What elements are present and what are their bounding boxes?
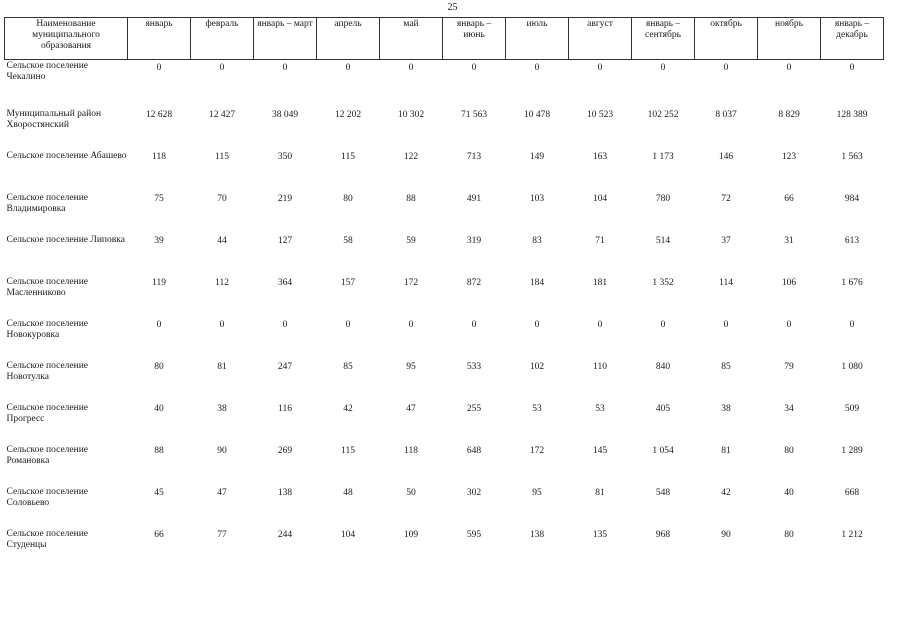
value-cell: 181: [592, 277, 608, 288]
table-row: [5, 149, 884, 191]
header-municipality: Наименование муниципального образования: [5, 18, 128, 60]
value-cell: 0: [534, 63, 540, 73]
value-cell: 533: [466, 361, 482, 372]
value-cell: 968: [655, 529, 671, 540]
value-cell: 37: [721, 235, 731, 246]
value-cell: 302: [466, 487, 482, 498]
value-cell: 106: [781, 277, 797, 288]
value-cell: 112: [215, 277, 229, 288]
value-cell: 514: [655, 235, 671, 246]
header-aug: август: [569, 18, 632, 60]
value-cell: 0: [408, 319, 414, 330]
table-row: [5, 60, 884, 107]
value-cell: 39: [154, 235, 164, 246]
value-cell: 104: [340, 529, 356, 540]
value-cell: 1 080: [841, 361, 863, 372]
value-cell: 12 427: [208, 109, 236, 120]
value-cell: 0: [471, 319, 477, 330]
value-cell: 0: [723, 63, 729, 73]
value-cell: 0: [786, 63, 792, 73]
value-cell: 0: [282, 319, 288, 330]
municipality-name-cell: Сельское поселение Чекалино: [6, 61, 89, 82]
municipality-name-cell: Сельское поселение Новотулка: [6, 360, 89, 382]
table-header-row: [5, 18, 884, 60]
value-cell: 102 252: [647, 109, 679, 120]
value-cell: 1 212: [841, 529, 863, 540]
value-cell: 491: [466, 193, 482, 204]
header-h1: январь – июнь: [443, 18, 506, 60]
value-cell: 90: [721, 529, 731, 540]
value-cell: 53: [595, 403, 605, 414]
header-feb: февраль: [191, 18, 254, 60]
header-9m: январь – сентябрь: [632, 18, 695, 60]
value-cell: 88: [154, 445, 164, 456]
header-oct: октябрь: [695, 18, 758, 60]
header-q1: январь – март: [254, 18, 317, 60]
value-cell: 95: [532, 487, 542, 498]
value-cell: 1 352: [652, 277, 674, 288]
value-cell: 0: [660, 319, 666, 330]
municipality-name-cell: Сельское поселение Романовка: [6, 444, 89, 466]
municipality-name-cell: Сельское поселение Студенцы: [6, 528, 89, 550]
table-row: [5, 233, 884, 275]
header-jan: январь: [128, 18, 191, 60]
value-cell: 80: [343, 193, 353, 204]
value-cell: 149: [529, 151, 545, 162]
table-body: [5, 60, 884, 569]
municipality-name-cell: Сельское поселение Прогресс: [6, 402, 89, 424]
value-cell: 1 563: [841, 151, 863, 162]
value-cell: 47: [217, 487, 227, 498]
value-cell: 71: [595, 235, 605, 246]
value-cell: 8 829: [778, 109, 800, 120]
value-cell: 122: [403, 151, 419, 162]
table-row: [5, 485, 884, 527]
value-cell: 247: [277, 361, 293, 372]
value-cell: 146: [718, 151, 734, 162]
table-row: [5, 275, 884, 317]
value-cell: 184: [529, 277, 545, 288]
value-cell: 118: [404, 445, 418, 456]
value-cell: 135: [592, 529, 608, 540]
value-cell: 157: [340, 277, 356, 288]
value-cell: 648: [466, 445, 482, 456]
value-cell: 115: [341, 151, 355, 162]
value-cell: 81: [217, 361, 227, 372]
value-cell: 0: [660, 63, 666, 73]
value-cell: 0: [849, 63, 855, 73]
value-cell: 59: [406, 235, 416, 246]
value-cell: 244: [277, 529, 293, 540]
value-cell: 40: [154, 403, 164, 414]
page-number: 25: [447, 2, 458, 13]
value-cell: 10 478: [523, 109, 551, 120]
value-cell: 0: [156, 319, 162, 330]
value-cell: 10 523: [586, 109, 614, 120]
value-cell: 840: [655, 361, 671, 372]
value-cell: 0: [786, 319, 792, 330]
value-cell: 58: [343, 235, 353, 246]
value-cell: 128 389: [836, 109, 868, 120]
value-cell: 75: [154, 193, 164, 204]
value-cell: 104: [592, 193, 608, 204]
municipality-name-cell: Сельское поселение Владимировка: [6, 192, 89, 214]
value-cell: 548: [655, 487, 671, 498]
value-cell: 12 628: [145, 109, 173, 120]
table-row: [5, 359, 884, 401]
value-cell: 509: [844, 403, 860, 414]
value-cell: 53: [532, 403, 542, 414]
value-cell: 38 049: [271, 109, 299, 120]
value-cell: 34: [784, 403, 794, 414]
municipality-name-cell: Сельское поселение Новокуровка: [6, 318, 89, 340]
value-cell: 219: [277, 193, 293, 204]
value-cell: 668: [844, 487, 860, 498]
municipality-name-cell: Сельское поселение Абашево: [6, 150, 127, 161]
value-cell: 90: [217, 445, 227, 456]
value-cell: 77: [217, 529, 227, 540]
value-cell: 81: [595, 487, 605, 498]
municipality-name-cell: Сельское поселение Соловьево: [6, 486, 89, 508]
value-cell: 163: [592, 151, 608, 162]
value-cell: 8 037: [715, 109, 737, 120]
value-cell: 109: [403, 529, 419, 540]
table-row: [5, 191, 884, 233]
value-cell: 66: [784, 193, 794, 204]
value-cell: 0: [597, 319, 603, 330]
value-cell: 85: [343, 361, 353, 372]
table-row: [5, 443, 884, 485]
value-cell: 50: [406, 487, 416, 498]
value-cell: 0: [408, 63, 414, 73]
value-cell: 116: [278, 403, 292, 414]
value-cell: 0: [534, 319, 540, 330]
value-cell: 102: [529, 361, 545, 372]
value-cell: 172: [529, 445, 545, 456]
value-cell: 872: [466, 277, 482, 288]
header-may: май: [380, 18, 443, 60]
value-cell: 0: [723, 319, 729, 330]
value-cell: 83: [532, 235, 542, 246]
value-cell: 0: [345, 63, 351, 73]
value-cell: 613: [844, 235, 860, 246]
value-cell: 81: [721, 445, 731, 456]
value-cell: 713: [466, 151, 482, 162]
value-cell: 31: [784, 235, 794, 246]
statistics-table: [4, 17, 884, 569]
value-cell: 0: [849, 319, 855, 330]
value-cell: 0: [282, 63, 288, 73]
header-nov: ноябрь: [758, 18, 821, 60]
value-cell: 72: [721, 193, 731, 204]
value-cell: 45: [154, 487, 164, 498]
value-cell: 42: [721, 487, 731, 498]
value-cell: 0: [345, 319, 351, 330]
value-cell: 44: [217, 235, 227, 246]
value-cell: 118: [152, 151, 166, 162]
value-cell: 42: [343, 403, 353, 414]
value-cell: 780: [655, 193, 671, 204]
municipality-name-cell: Муниципальный район Хворостянский: [6, 108, 102, 130]
value-cell: 123: [781, 151, 797, 162]
value-cell: 0: [597, 63, 603, 73]
table-row: [5, 107, 884, 149]
value-cell: 255: [466, 403, 482, 414]
value-cell: 115: [341, 445, 355, 456]
municipality-name-cell: Сельское поселение Масленниково: [6, 276, 89, 298]
value-cell: 103: [529, 193, 545, 204]
value-cell: 1 676: [841, 277, 863, 288]
table-row: [5, 401, 884, 443]
value-cell: 138: [277, 487, 293, 498]
value-cell: 80: [784, 529, 794, 540]
value-cell: 40: [784, 487, 794, 498]
value-cell: 38: [217, 403, 227, 414]
municipality-name-cell: Сельское поселение Липовка: [6, 234, 125, 245]
header-jul: июль: [506, 18, 569, 60]
value-cell: 110: [593, 361, 607, 372]
value-cell: 115: [215, 151, 229, 162]
value-cell: 0: [219, 319, 225, 330]
value-cell: 1 173: [652, 151, 674, 162]
value-cell: 405: [655, 403, 671, 414]
value-cell: 0: [219, 63, 225, 73]
value-cell: 364: [277, 277, 293, 288]
header-apr: апрель: [317, 18, 380, 60]
table-row: [5, 317, 884, 359]
value-cell: 10 302: [397, 109, 425, 120]
value-cell: 595: [466, 529, 482, 540]
header-year: январь – декабрь: [821, 18, 884, 60]
value-cell: 71 563: [460, 109, 488, 120]
value-cell: 48: [343, 487, 353, 498]
value-cell: 0: [156, 63, 162, 73]
value-cell: 114: [719, 277, 733, 288]
value-cell: 12 202: [334, 109, 362, 120]
value-cell: 0: [471, 63, 477, 73]
value-cell: 138: [529, 529, 545, 540]
value-cell: 172: [403, 277, 419, 288]
value-cell: 38: [721, 403, 731, 414]
value-cell: 80: [784, 445, 794, 456]
value-cell: 269: [277, 445, 293, 456]
value-cell: 319: [466, 235, 482, 246]
value-cell: 127: [277, 235, 293, 246]
value-cell: 66: [154, 529, 164, 540]
value-cell: 79: [784, 361, 794, 372]
value-cell: 95: [406, 361, 416, 372]
value-cell: 350: [277, 151, 293, 162]
value-cell: 145: [592, 445, 608, 456]
value-cell: 1 054: [652, 445, 674, 456]
value-cell: 984: [844, 193, 860, 204]
value-cell: 85: [721, 361, 731, 372]
value-cell: 80: [154, 361, 164, 372]
table-row: [5, 527, 884, 569]
value-cell: 70: [217, 193, 227, 204]
value-cell: 88: [406, 193, 416, 204]
value-cell: 47: [406, 403, 416, 414]
value-cell: 1 289: [841, 445, 863, 456]
value-cell: 119: [152, 277, 166, 288]
